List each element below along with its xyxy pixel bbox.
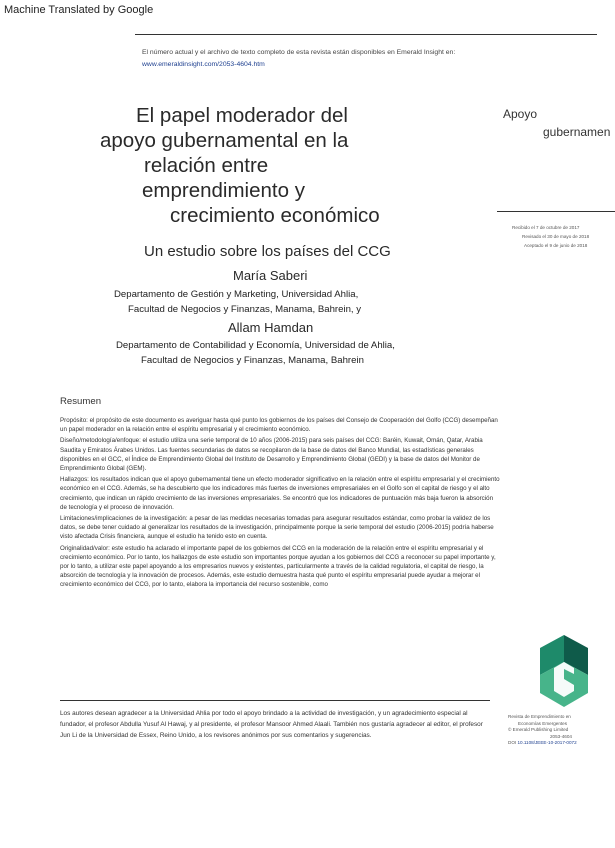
abstract-paragraph: Hallazgos: los resultados indican que el apoyo gubernamental tiene un efecto moderador significativo en la relación entre el espíritu empresarial y el crecimiento económico en el CCG. Además, se ha descubierto que los indicadores más fuertes de inversiones empresariales en el Golfo son el capital de riesgo y el alto crecimiento, que indican un rápido crecimiento de las inversiones empresariales. Se encontró que los indicadores de puntuación más baja fueron la absorción de tecnología y el proceso de innovación. <box>60 476 500 511</box>
availability-text: El número actual y el archivo de texto completo de esta revista están disponibles en Emerald Insight en: <box>142 49 456 56</box>
author-affiliation <box>116 338 395 368</box>
running-head-line: Apoyo <box>503 107 538 121</box>
journal-link[interactable]: www.emeraldinsight.com/2053-4604.htm <box>142 61 265 68</box>
author-name: María Saberi <box>233 268 308 283</box>
abstract-heading: Resumen <box>60 396 102 407</box>
journal-name: Revista de Emprendimiento en <box>508 714 571 719</box>
paper-title <box>92 103 432 228</box>
date-revised: Revisado el 30 de mayo de 2018 <box>522 234 590 239</box>
paper-subtitle: Un estudio sobre los países del CCG <box>144 243 391 260</box>
title-line: crecimiento económico <box>170 204 380 227</box>
affiliation-line: Departamento de Contabilidad y Economía, Universidad de Ahlia, <box>116 340 395 351</box>
title-line: El papel moderador del <box>136 104 348 127</box>
author-affiliation <box>114 287 361 317</box>
top-divider <box>135 34 597 35</box>
title-line: apoyo gubernamental en la <box>100 129 349 152</box>
publisher: © Emerald Publishing Limited <box>508 727 569 732</box>
doi-label: DOI <box>508 740 517 745</box>
publication-info <box>508 714 577 747</box>
issn: 2053-4604 <box>550 733 572 739</box>
title-line: emprendimiento y <box>142 179 305 202</box>
affiliation-line: Departamento de Gestión y Marketing, Universidad Ahlia, <box>114 289 359 300</box>
abstract-paragraph: Diseño/metodología/enfoque: el estudio utiliza una serie temporal de 10 años (2006-2015) para seis países del CCG: Baréin, Kuwait, Omán, Qatar, Arabia Saudita y Emiratos Árabes Unidos. Las fuentes secundarias de datos se recopilaron de la base de datos del Banco Mundial, las estadísticas generales disponibles en el GCC, el Índice de Emprendimiento Global del Instituto de Desarrollo y Emprendimiento Global (GEDI) y la base de datos del Monitor de Emprendimiento Global (GEM). <box>60 437 483 473</box>
doi-line <box>508 740 577 747</box>
abstract-paragraph: Originalidad/valor: este estudio ha aclarado el importante papel de los gobiernos del CCG en la moderación de la relación entre el espíritu empresarial y el crecimiento económico. Por lo tanto, los hallazgos de este estudio son importantes porque ayudan a los gobiernos del CCG a reconocer su papel importante y, por lo tanto, a utilizar este papel apoyando a los empresarios nuevos y existentes, particularmente a través de la calidad regulatoria, el capital de riesgo, la absorción de tecnología y la innovación de procesos. Además, este estudio demuestra hasta qué punto el espíritu empresarial puede ayudar a mejorar el crecimiento económico del CCG, por lo tanto, elabora la importancia del recurso sostenible, como <box>60 544 496 589</box>
author-name: Allam Hamdan <box>228 320 314 335</box>
date-accepted: Aceptado el 9 de junio de 2018 <box>524 243 588 248</box>
submission-dates <box>512 223 589 250</box>
date-received: Recibido el 7 de octubre de 2017 <box>512 225 580 230</box>
running-head-line: gubernamen <box>543 125 611 139</box>
abstract-body <box>60 416 500 592</box>
acknowledgement-footnote: Los autores desean agradecer a la Universidad Ahlia por todo el apoyo brindado a la actividad de investigación, y un agradecimiento especial al fundador, el profesor Abdulla Yusuf Al Hawaj, y al presidente, el profesor Mansoor Ahmed Alaali. También nos gustaría agradecer al editor, el profesor Jun Li de la Universidad de Essex, Reino Unido, a los revisores anónimos por sus comentarios y sugerencias. <box>60 710 483 739</box>
title-line: relación entre <box>144 154 269 177</box>
affiliation-line: Facultad de Negocios y Finanzas, Manama, Bahrein <box>141 355 364 366</box>
affiliation-line: Facultad de Negocios y Finanzas, Manama, Bahrein, y <box>128 304 362 315</box>
abstract-paragraph: Propósito: el propósito de este documento es averiguar hasta qué punto los gobiernos de los países del Consejo de Cooperación del Golfo (CCG) desempeñan un papel moderador en la relación entre el espíritu empresarial y el crecimiento económico. <box>60 417 498 434</box>
availability-note <box>142 47 582 71</box>
journal-name-cont: Economías Emergentes <box>518 720 568 726</box>
doi-link[interactable]: 10.1108/JEEE-10-2017-0072 <box>517 740 577 745</box>
footnote-divider <box>60 700 490 701</box>
abstract-paragraph: Limitaciones/implicaciones de la investigación: a pesar de las medidas necesarias tomadas para asegurar resultados estándar, como probar la validez de los datos, se debe tener cuidado al generalizar los resultados de la investigación, principalmente porque la serie temporal del estudio (2006-2015) podría haberse visto afectada Crisis financiera, aunque el estudio ha tenido esto en cuenta. <box>60 515 494 541</box>
running-head <box>503 105 610 141</box>
publisher-logo-icon <box>540 635 588 707</box>
side-divider <box>497 211 615 212</box>
machine-translated-banner: Machine Translated by Google <box>4 4 154 16</box>
